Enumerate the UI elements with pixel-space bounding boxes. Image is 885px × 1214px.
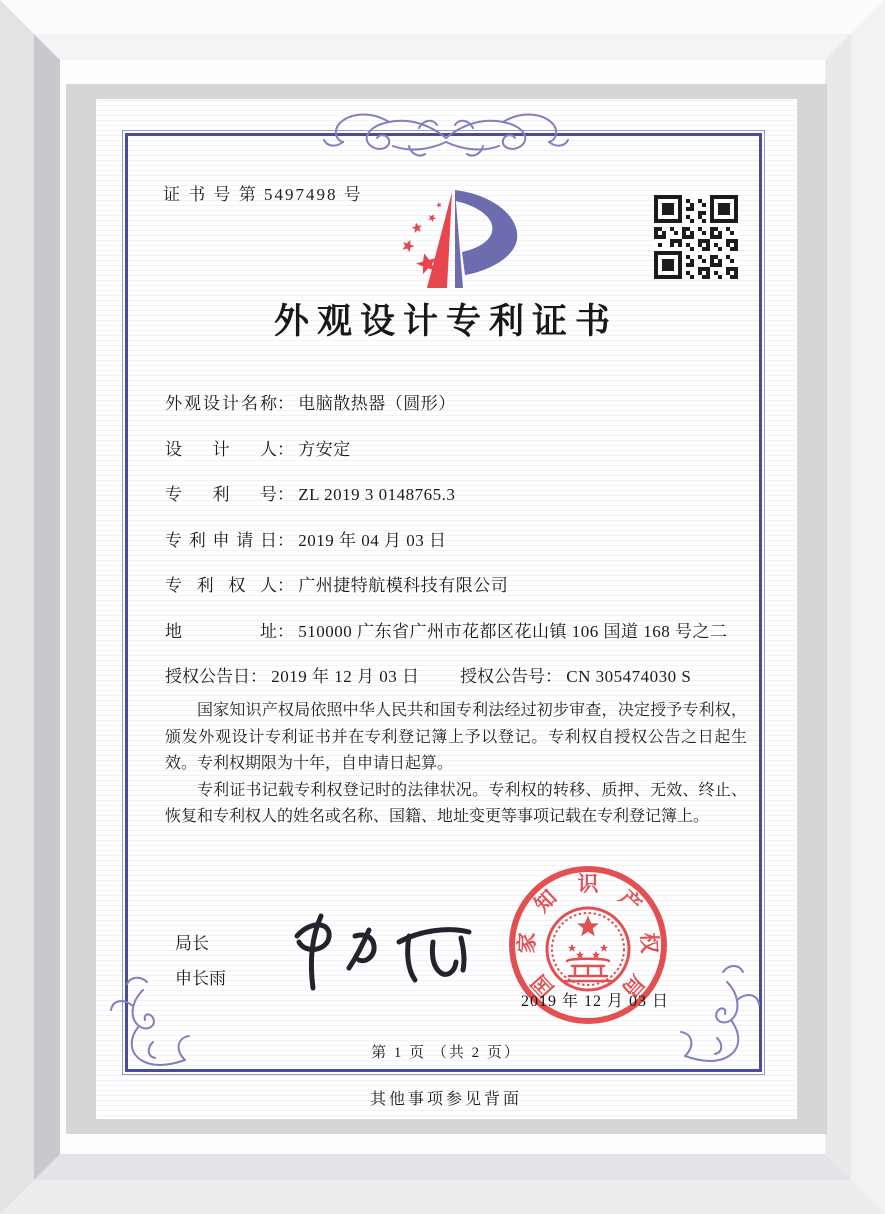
qr-module [698,215,702,219]
qr-module [670,243,674,247]
qr-module [654,235,658,239]
qr-module [714,255,718,259]
legal-paragraph-1: 国家知识产权局依照中华人民共和国专利法经过初步审查，决定授予专利权，颁发外观设计专利证书并在专利登记簿上予以登记。专利权自授权公告之日起生效。专利权期限为十年，自申请日起算。 [165,702,747,772]
field-grant-date [165,666,460,687]
field-label: 授权公告日 [165,667,250,686]
page-number: 第 1 页 （共 2 页） [371,1045,521,1061]
qr-module [706,247,710,251]
qr-module [702,239,706,243]
qr-module [686,263,690,267]
qr-module [698,211,702,215]
field-value: ZL 2019 3 0148765.3 [298,485,456,504]
logo-blue-p [455,190,517,275]
qr-module [734,247,738,251]
signer-block [175,926,226,996]
qr-module [690,219,694,223]
qr-module [698,267,702,271]
field-colon: ： [277,485,294,504]
qr-module [726,255,730,259]
seal-stars [568,916,608,959]
certificate-fields [165,393,745,687]
qr-module [702,267,706,271]
qr-module [714,227,718,231]
qr-module [698,227,702,231]
legal-paragraph-2: 专利证书记载专利权登记时的法律状况。专利权的转移、质押、无效、终止、恢复和专利权人的姓名或名称、国籍、地址变更等事项记载在专利登记簿上。 [165,781,747,825]
handwritten-signature-icon [277,900,487,995]
field-patentee [165,575,745,596]
qr-module [686,215,690,219]
qr-module [734,275,738,279]
qr-module [726,271,730,275]
qr-module [734,243,738,247]
qr-module [698,271,702,275]
qr-module [710,235,714,239]
seal-ring-char: 家 [514,931,540,954]
qr-module [734,239,738,243]
qr-module [706,243,710,247]
qr-module [714,271,718,275]
logo-red-stem [427,192,452,288]
qr-module [706,275,710,279]
qr-module [730,259,734,263]
field-colon: ： [277,576,294,595]
qr-module [690,247,694,251]
qr-module [698,255,702,259]
qr-module [698,239,702,243]
qr-module [678,243,682,247]
certificate-number: 证 书 号 第 5497498 号 [163,185,363,204]
qr-module [734,271,738,275]
qr-module [674,231,678,235]
qr-module [710,227,714,231]
field-label: 设计人 [165,439,277,459]
qr-module [698,243,702,247]
qr-code-icon [654,195,738,279]
field-design-name [165,393,745,414]
qr-module [662,235,666,239]
field-label: 地址 [165,621,277,641]
field-colon: ： [250,667,267,686]
seal-ring-char: 权 [636,931,662,954]
qr-module [658,227,662,231]
certificate-title: 外观设计专利证书 [273,302,618,341]
qr-module [686,255,690,259]
qr-module [682,235,686,239]
qr-module [710,263,714,267]
field-colon: ： [277,394,294,413]
seal-ring-char: 国 [526,969,559,1002]
qr-module [654,231,658,235]
signer-name: 申长雨 [175,969,226,988]
qr-module [678,239,682,243]
qr-module [654,227,658,231]
cnipa-logo-icon [375,176,531,298]
qr-module [686,227,690,231]
qr-module [726,239,730,243]
qr-module [690,235,694,239]
qr-module [714,235,718,239]
field-label: 专利申请日 [165,530,277,550]
qr-module [702,259,706,263]
qr-module [710,255,714,259]
qr-module [686,271,690,275]
field-patent-number [165,484,745,505]
field-value: 2019 年 04 月 03 日 [298,530,447,550]
seal-emblem [547,908,629,990]
field-label: 专利号 [165,485,277,504]
qr-module [686,235,690,239]
qr-module [718,259,722,263]
qr-module [690,275,694,279]
seal-ring-char: 产 [614,885,647,918]
field-label: 专利权人 [165,576,277,595]
qr-module [686,207,690,211]
qr-module [730,239,734,243]
field-colon: ： [277,439,294,459]
qr-module [670,239,674,243]
qr-module [726,243,730,247]
field-label: 外观设计名称 [165,394,277,413]
field-value: 2019 年 12 月 03 日 [271,667,420,686]
field-value: 510000 广东省广州市花都区花山镇 106 国道 168 号之二 [298,621,728,641]
qr-module [726,227,730,231]
seal-ring-char: 识 [577,872,599,896]
qr-module [702,231,706,235]
qr-module [690,203,694,207]
field-grant-row [165,666,745,687]
qr-module [718,247,722,251]
field-value: 电脑散热器（圆形） [298,394,456,413]
field-colon: ： [545,667,562,686]
qr-module [714,263,718,267]
qr-module [702,219,706,223]
legal-text [165,698,747,831]
certificate-paper [97,100,795,1117]
field-address [165,621,745,642]
qr-module [686,243,690,247]
qr-module [690,263,694,267]
qr-module [690,231,694,235]
qr-module [670,227,674,231]
qr-module [718,231,722,235]
field-colon: ： [277,621,294,641]
qr-module [698,199,702,203]
seal-date: 2019 年 12 月 03 日 [521,993,670,1010]
qr-module [714,243,718,247]
qr-module [706,271,710,275]
qr-module [682,227,686,231]
qr-module [718,235,722,239]
field-value: 广州捷特航模科技有限公司 [298,576,509,595]
qr-module [734,267,738,271]
qr-module [690,207,694,211]
field-colon: ： [277,530,294,550]
qr-module [702,275,706,279]
qr-module [718,275,722,279]
qr-module [710,259,714,263]
signer-title: 局长 [175,934,209,953]
qr-module [730,267,734,271]
qr-module [718,263,722,267]
back-note: 其他事项参见背面 [369,1091,522,1108]
qr-module [690,259,694,263]
qr-module [682,231,686,235]
qr-module [702,211,706,215]
field-label: 授权公告号 [460,667,545,686]
qr-module [706,239,710,243]
qr-module [702,247,706,251]
qr-module [726,267,730,271]
seal-ring-char: 局 [617,969,650,1002]
field-designer [165,439,745,460]
qr-module [658,243,662,247]
field-value: CN 305474030 S [566,667,692,686]
qr-module [686,199,690,203]
qr-module [730,275,734,279]
qr-module [702,203,706,207]
qr-module [710,231,714,235]
qr-module [674,239,678,243]
field-filing-date [165,530,745,551]
qr-module [706,267,710,271]
qr-module [658,235,662,239]
qr-module [730,247,734,251]
qr-module [662,231,666,235]
seal-ring-char: 知 [529,885,562,918]
top-center-flourish-ornament [323,98,569,166]
field-value: 方安定 [298,439,351,459]
field-grant-number [460,666,691,687]
qr-module [730,231,734,235]
seal-gate [565,959,611,981]
